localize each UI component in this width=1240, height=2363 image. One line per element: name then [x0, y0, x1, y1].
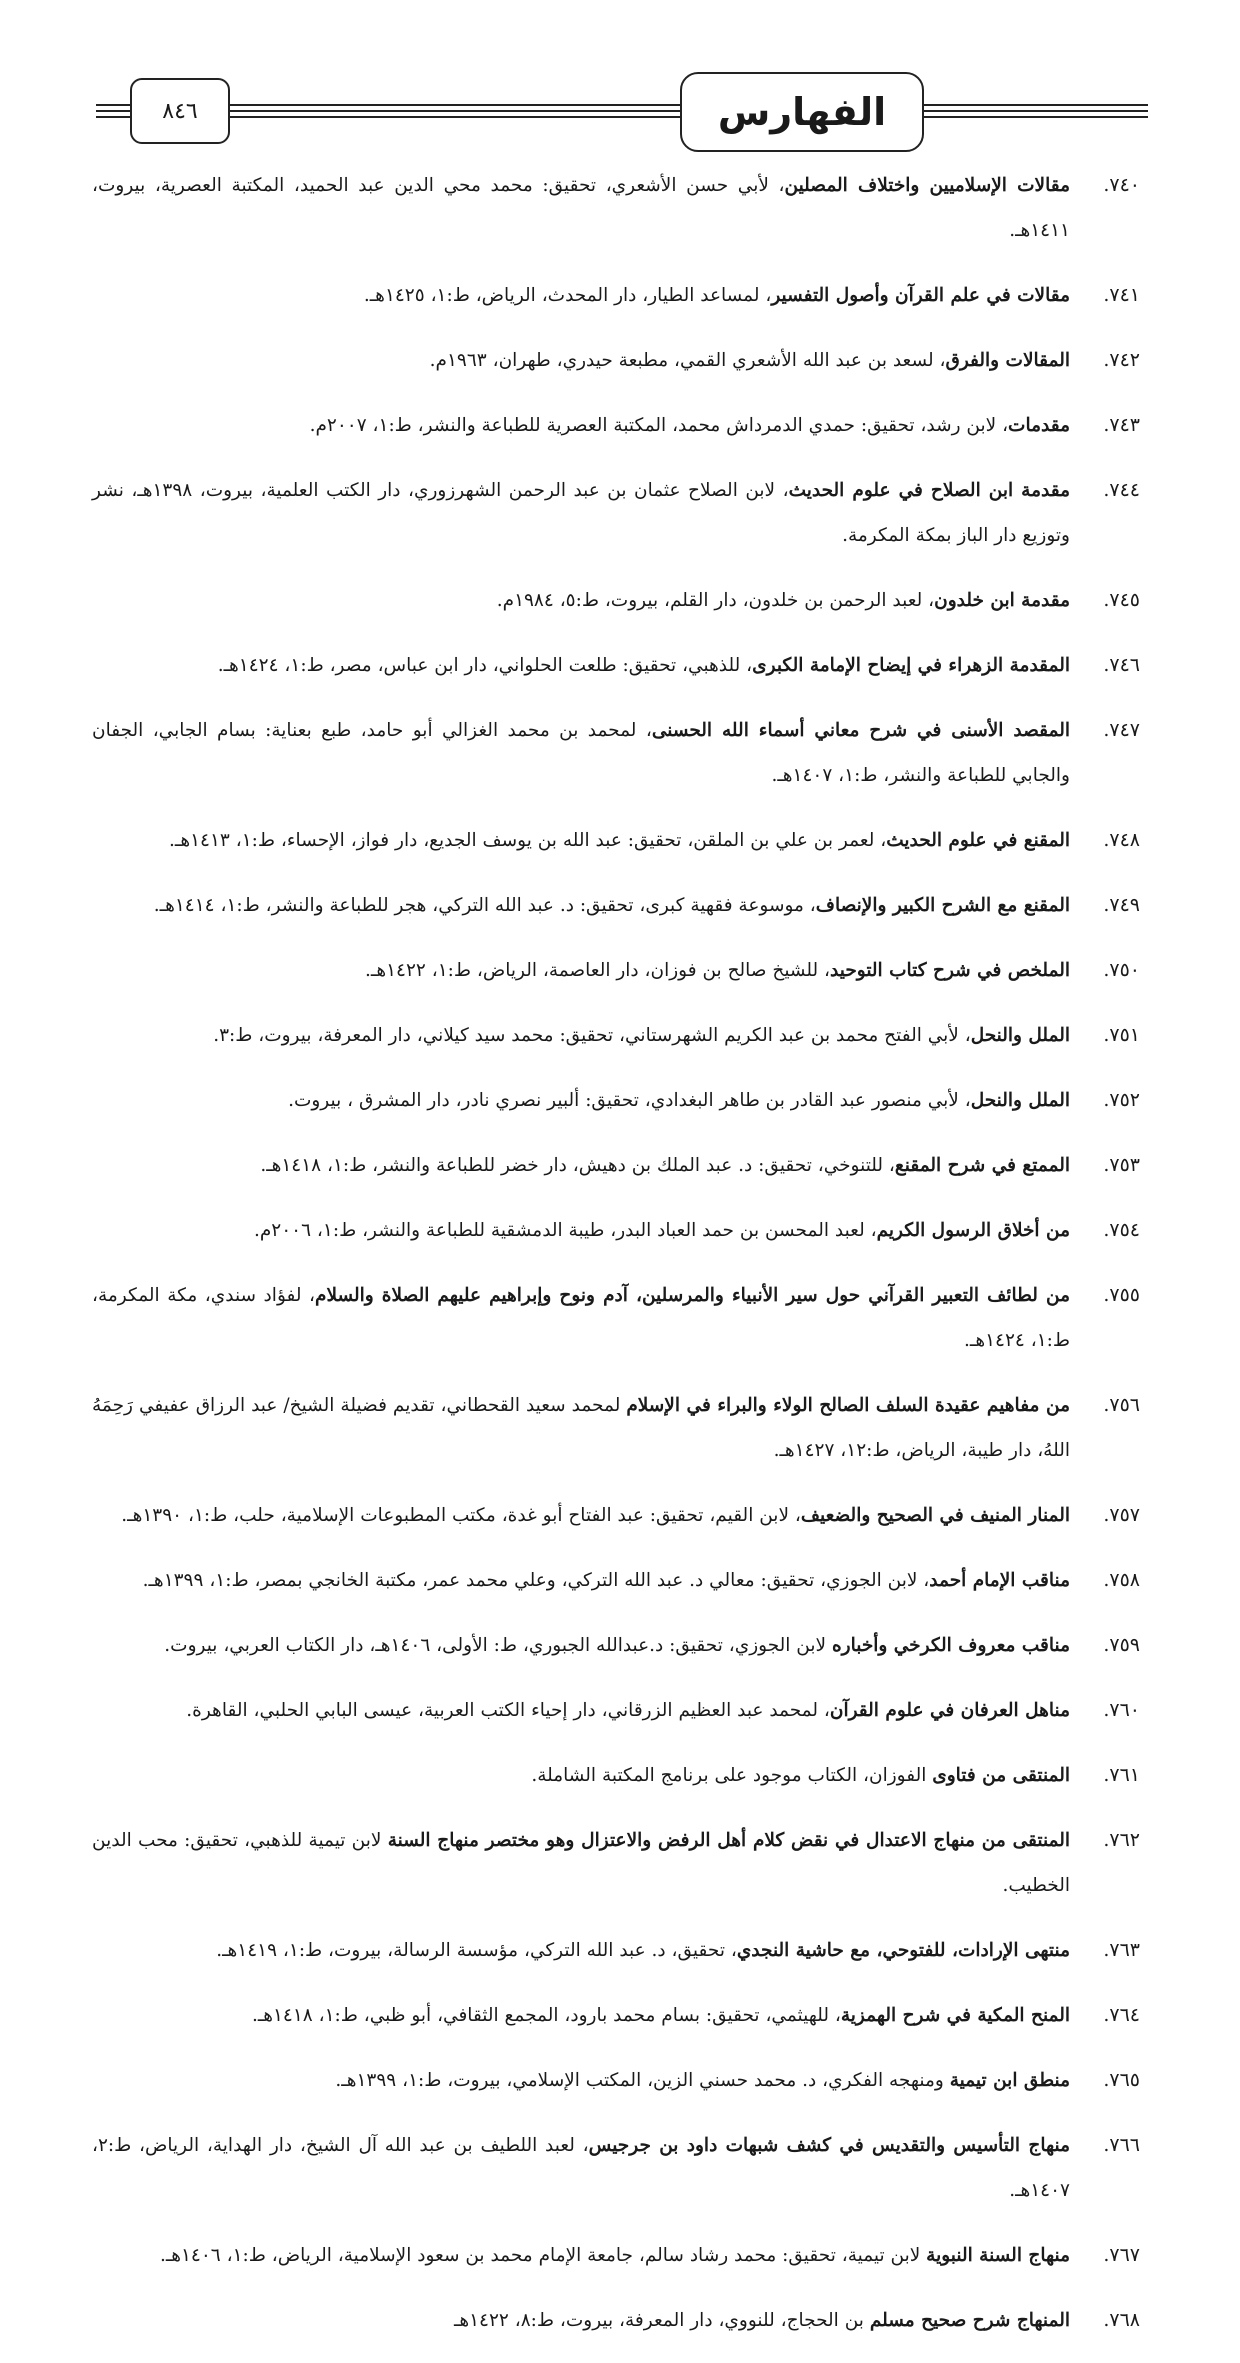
- bibliography-entry: [92, 948, 1140, 993]
- entry-title: الممتع في شرح المقنع: [894, 1155, 1070, 1176]
- entry-text: [92, 1993, 1070, 2038]
- entry-details: ، للشيخ صالح بن فوزان، دار العاصمة، الرياض، ط:١، ١٤٢٢هـ.: [365, 960, 831, 981]
- entry-text: [92, 1013, 1070, 1058]
- page-number: ٨٤٦: [130, 78, 230, 144]
- entry-text: [92, 708, 1070, 798]
- entry-text: [92, 1818, 1070, 1908]
- entry-details: لابن تيمية، تحقيق: محمد رشاد سالم، جامعة الإمام محمد بن سعود الإسلامية، الرياض، ط:١، ١٤٠٦هـ.: [159, 2245, 927, 2266]
- entry-number: ٧٥٨.: [1103, 1569, 1140, 1591]
- entry-title: منتهى الإرادات، للفتوحي، مع حاشية النجدي: [736, 1940, 1070, 1961]
- bibliography-entry: [92, 1013, 1140, 1058]
- entry-number: ٧٥١.: [1103, 1024, 1140, 1046]
- bibliography-entry: [92, 818, 1140, 863]
- entry-text: [92, 468, 1070, 558]
- entry-text: [92, 2233, 1070, 2278]
- entry-details: ، لأبي حسن الأشعري، تحقيق: محمد محي الدين عبد الحميد، المكتبة العصرية، بيروت، ١٤١١هـ.: [92, 175, 1070, 241]
- entry-details: ، لعبد الرحمن بن خلدون، دار القلم، بيروت، ط:٥، ١٩٨٤م.: [496, 590, 935, 611]
- entry-number: ٧٤٢.: [1103, 349, 1140, 371]
- entry-title: الملل والنحل: [970, 1090, 1070, 1111]
- entry-number: ٧٤٥.: [1103, 589, 1140, 611]
- entry-number: ٧٤٧.: [1103, 719, 1140, 741]
- entry-number: ٧٥٥.: [1103, 1284, 1140, 1306]
- entry-title: مقالات في علم القرآن وأصول التفسير: [771, 285, 1070, 306]
- running-header-title: الفهارس: [680, 72, 924, 152]
- entry-number: ٧٥٦.: [1103, 1394, 1140, 1416]
- entry-details: ، لسعد بن عبد الله الأشعري القمي، مطبعة حيدري، طهران، ١٩٦٣م.: [429, 350, 946, 371]
- entry-title: مناقب الإمام أحمد: [929, 1570, 1070, 1591]
- bibliography-entry: [92, 1143, 1140, 1188]
- bibliography-entry: [92, 338, 1140, 383]
- entry-details: ، لمساعد الطيار، دار المحدث، الرياض، ط:١، ١٤٢٥هـ.: [363, 285, 772, 306]
- entry-text: [92, 818, 1070, 863]
- entry-number: ٧٦٠.: [1103, 1699, 1140, 1721]
- bibliography-entry: [92, 2298, 1140, 2343]
- bibliography-entry: [92, 578, 1140, 623]
- header-rule-top: [96, 104, 1148, 106]
- entry-text: [92, 273, 1070, 318]
- entry-details: ، للذهبي، تحقيق: طلعت الحلواني، دار ابن عباس، مصر، ط:١، ١٤٢٤هـ.: [217, 655, 753, 676]
- entry-title: منهاج التأسيس والتقديس في كشف شبهات داود بن جرجيس: [588, 2135, 1070, 2156]
- entry-text: [92, 1273, 1070, 1363]
- bibliography-entry: [92, 273, 1140, 318]
- entry-number: ٧٦٥.: [1103, 2069, 1140, 2091]
- entry-details: ، للتنوخي، تحقيق: د. عبد الملك بن دهيش، دار خضر للطباعة والنشر، ط:١، ١٤١٨هـ.: [260, 1155, 895, 1176]
- entry-text: [92, 883, 1070, 928]
- entry-text: [92, 1493, 1070, 1538]
- entry-number: ٧٥٧.: [1103, 1504, 1140, 1526]
- entry-details: ، لمحمد بن محمد الغزالي أبو حامد، طبع بعناية: بسام الجابي، الجفان والجابي للطباعة والنشر، ط:١، ١٤٠٧هـ.: [92, 720, 1070, 786]
- entry-text: [92, 1558, 1070, 1603]
- entry-title: مقدمات: [1008, 415, 1070, 436]
- entry-number: ٧٦٧.: [1103, 2244, 1140, 2266]
- entry-number: ٧٤٤.: [1103, 479, 1140, 501]
- bibliography-entry: [92, 1558, 1140, 1603]
- bibliography-entry: [92, 1493, 1140, 1538]
- bibliography-entry: [92, 1208, 1140, 1253]
- entry-number: ٧٤٩.: [1103, 894, 1140, 916]
- entry-number: ٧٦٦.: [1103, 2134, 1140, 2156]
- entry-details: ، لابن الجوزي، تحقيق: معالي د. عبد الله التركي، وعلي محمد عمر، مكتبة الخانجي بمصر، ط:١، ١٣٩٩هـ.: [142, 1570, 930, 1591]
- bibliography-entry: [92, 708, 1140, 798]
- entry-title: المنهاج شرح صحيح مسلم: [869, 2310, 1070, 2331]
- entry-number: ٧٥٣.: [1103, 1154, 1140, 1176]
- entry-text: [92, 1623, 1070, 1668]
- entry-details: لمحمد سعيد القحطاني، تقديم فضيلة الشيخ/ عبد الرزاق عفيفي رَحِمَهُ اللهُ، دار طيبة، الرياض، ط:١٢، ١٤٢٧هـ.: [92, 1395, 1070, 1461]
- entry-details: بن الحجاج، للنووي، دار المعرفة، بيروت، ط:٨، ١٤٢٢هـ: [453, 2310, 870, 2331]
- bibliography-entry: [92, 643, 1140, 688]
- entry-number: ٧٤٠.: [1103, 174, 1140, 196]
- header-rule-bottom: [96, 116, 1148, 118]
- entry-number: ٧٦٤.: [1103, 2004, 1140, 2026]
- bibliography-entry: [92, 1993, 1140, 2038]
- entry-title: مقدمة ابن الصلاح في علوم الحديث: [788, 480, 1070, 501]
- entry-title: مقالات الإسلاميين واختلاف المصلين: [784, 175, 1070, 196]
- entry-details: ، لعمر بن علي بن الملقن، تحقيق: عبد الله بن يوسف الجديع، دار فواز، الإحساء، ط:١، ١٤١٣هـ.: [169, 830, 887, 851]
- entry-title: مناقب معروف الكرخي وأخباره: [831, 1635, 1070, 1656]
- entry-title: منهاج السنة النبوية: [926, 2245, 1070, 2266]
- entry-details: ، لفؤاد سندي، مكة المكرمة، ط:١، ١٤٢٤هـ.: [92, 1285, 1070, 1351]
- entry-text: [92, 1928, 1070, 1973]
- bibliography-entry: [92, 2123, 1140, 2213]
- bibliography-entry: [92, 1688, 1140, 1733]
- bibliography-entry: [92, 1273, 1140, 1363]
- entry-text: [92, 2123, 1070, 2213]
- entry-text: [92, 163, 1070, 253]
- entry-text: [92, 1753, 1070, 1798]
- entry-title: المنح المكية في شرح الهمزية: [840, 2005, 1070, 2026]
- entry-title: مقدمة ابن خلدون: [934, 590, 1070, 611]
- entry-number: ٧٦٢.: [1103, 1829, 1140, 1851]
- entry-details: ، لابن الصلاح عثمان بن عبد الرحمن الشهرزوري، دار الكتب العلمية، بيروت، ١٣٩٨هـ، نشر وتوزيع دار الباز بمكة المكرمة.: [92, 480, 1070, 546]
- bibliography-entry: [92, 403, 1140, 448]
- entry-text: [92, 578, 1070, 623]
- entry-text: [92, 2058, 1070, 2103]
- entry-number: ٧٥٠.: [1103, 959, 1140, 981]
- entry-details: ومنهجه الفكري، د. محمد حسني الزين، المكتب الإسلامي، بيروت، ط:١، ١٣٩٩هـ.: [335, 2070, 950, 2091]
- header-rule-middle: [96, 110, 1148, 112]
- entry-text: [92, 1383, 1070, 1473]
- bibliography-entry: [92, 468, 1140, 558]
- entry-number: ٧٥٤.: [1103, 1219, 1140, 1241]
- entry-title: من مفاهيم عقيدة السلف الصالح الولاء والبراء في الإسلام: [626, 1395, 1070, 1416]
- entry-details: ، لعبد اللطيف بن عبد الله آل الشيخ، دار الهداية، الرياض، ط:٢، ١٤٠٧هـ.: [92, 2135, 1070, 2201]
- bibliography-entry: [92, 1078, 1140, 1123]
- entry-details: لابن الجوزي، تحقيق: د.عبدالله الجبوري، ط: الأولى، ١٤٠٦هـ، دار الكتاب العربي، بيروت.: [164, 1635, 832, 1656]
- entry-text: [92, 2298, 1070, 2343]
- entry-number: ٧٦٨.: [1103, 2309, 1140, 2331]
- entry-text: [92, 643, 1070, 688]
- bibliography-entry: [92, 1383, 1140, 1473]
- entry-details: ، تحقيق، د. عبد الله التركي، مؤسسة الرسالة، بيروت، ط:١، ١٤١٩هـ.: [216, 1940, 737, 1961]
- entry-title: المقالات والفرق: [945, 350, 1070, 371]
- bibliography-entry: [92, 1753, 1140, 1798]
- entry-number: ٧٥٩.: [1103, 1634, 1140, 1656]
- entry-title: المنار المنيف في الصحيح والضعيف: [800, 1505, 1070, 1526]
- entry-details: ، لابن رشد، تحقيق: حمدي الدمرداش محمد، المكتبة العصرية للطباعة والنشر، ط:١، ٢٠٠٧م.: [309, 415, 1009, 436]
- entry-details: ، موسوعة فقهية كبرى، تحقيق: د. عبد الله التركي، هجر للطباعة والنشر، ط:١، ١٤١٤هـ.: [153, 895, 816, 916]
- bibliography-entry: [92, 1818, 1140, 1908]
- entry-number: ٧٤٦.: [1103, 654, 1140, 676]
- entry-title: مناهل العرفان في علوم القرآن: [829, 1700, 1070, 1721]
- entry-details: ، لأبي منصور عبد القادر بن طاهر البغدادي، تحقيق: ألبير نصري نادر، دار المشرق ، بيروت.: [288, 1090, 971, 1111]
- entry-number: ٧٦١.: [1103, 1764, 1140, 1786]
- bibliography-list: [92, 163, 1140, 2363]
- entry-title: الملل والنحل: [970, 1025, 1070, 1046]
- entry-text: [92, 1688, 1070, 1733]
- entry-text: [92, 948, 1070, 993]
- entry-text: [92, 1078, 1070, 1123]
- entry-details: ، لابن القيم، تحقيق: عبد الفتاح أبو غدة، مكتب المطبوعات الإسلامية، حلب، ط:١، ١٣٩٠هـ.: [121, 1505, 801, 1526]
- entry-number: ٧٥٢.: [1103, 1089, 1140, 1111]
- bibliography-entry: [92, 163, 1140, 253]
- entry-title: المقدمة الزهراء في إيضاح الإمامة الكبرى: [752, 655, 1070, 676]
- entry-details: الفوزان، الكتاب موجود على برنامج المكتبة الشاملة.: [531, 1765, 933, 1786]
- bibliography-entry: [92, 883, 1140, 928]
- entry-title: المنتقى من فتاوى: [932, 1765, 1070, 1786]
- entry-details: ، للهيثمي، تحقيق: بسام محمد بارود، المجمع الثقافي، أبو ظبي، ط:١، ١٤١٨هـ.: [251, 2005, 841, 2026]
- entry-details: ، لعبد المحسن بن حمد العباد البدر، طيبة الدمشقية للطباعة والنشر، ط:١، ٢٠٠٦م.: [253, 1220, 877, 1241]
- entry-text: [92, 403, 1070, 448]
- entry-title: منطق ابن تيمية: [949, 2070, 1070, 2091]
- entry-text: [92, 1208, 1070, 1253]
- entry-details: ، لأبي الفتح محمد بن عبد الكريم الشهرستاني، تحقيق: محمد سيد كيلاني، دار المعرفة، بيروت، ط:٣.: [213, 1025, 971, 1046]
- entry-number: ٧٤١.: [1103, 284, 1140, 306]
- entry-title: الملخص في شرح كتاب التوحيد: [830, 960, 1070, 981]
- entry-details: لابن تيمية للذهبي، تحقيق: محب الدين الخطيب.: [92, 1830, 1070, 1896]
- entry-details: ، لمحمد عبد العظيم الزرقاني، دار إحياء الكتب العربية، عيسى البابي الحلبي، القاهرة.: [186, 1700, 830, 1721]
- entry-number: ٧٦٣.: [1103, 1939, 1140, 1961]
- entry-title: المقنع مع الشرح الكبير والإنصاف: [815, 895, 1070, 916]
- entry-title: المنتقى من منهاج الاعتدال في نقض كلام أهل الرفض والاعتزال وهو مختصر منهاج السنة: [387, 1830, 1070, 1851]
- entry-text: [92, 338, 1070, 383]
- bibliography-entry: [92, 2058, 1140, 2103]
- bibliography-entry: [92, 1623, 1140, 1668]
- entry-number: ٧٤٣.: [1103, 414, 1140, 436]
- entry-title: من لطائف التعبير القرآني حول سير الأنبياء والمرسلين، آدم ونوح وإبراهيم عليهم الصلاة والسلام: [315, 1285, 1070, 1306]
- bibliography-entry: [92, 1928, 1140, 1973]
- bibliography-entry: [92, 2233, 1140, 2278]
- entry-title: من أخلاق الرسول الكريم: [876, 1220, 1070, 1241]
- entry-number: ٧٤٨.: [1103, 829, 1140, 851]
- entry-text: [92, 1143, 1070, 1188]
- entry-title: المقصد الأسنى في شرح معاني أسماء الله الحسنى: [651, 720, 1070, 741]
- entry-title: المقنع في علوم الحديث: [886, 830, 1070, 851]
